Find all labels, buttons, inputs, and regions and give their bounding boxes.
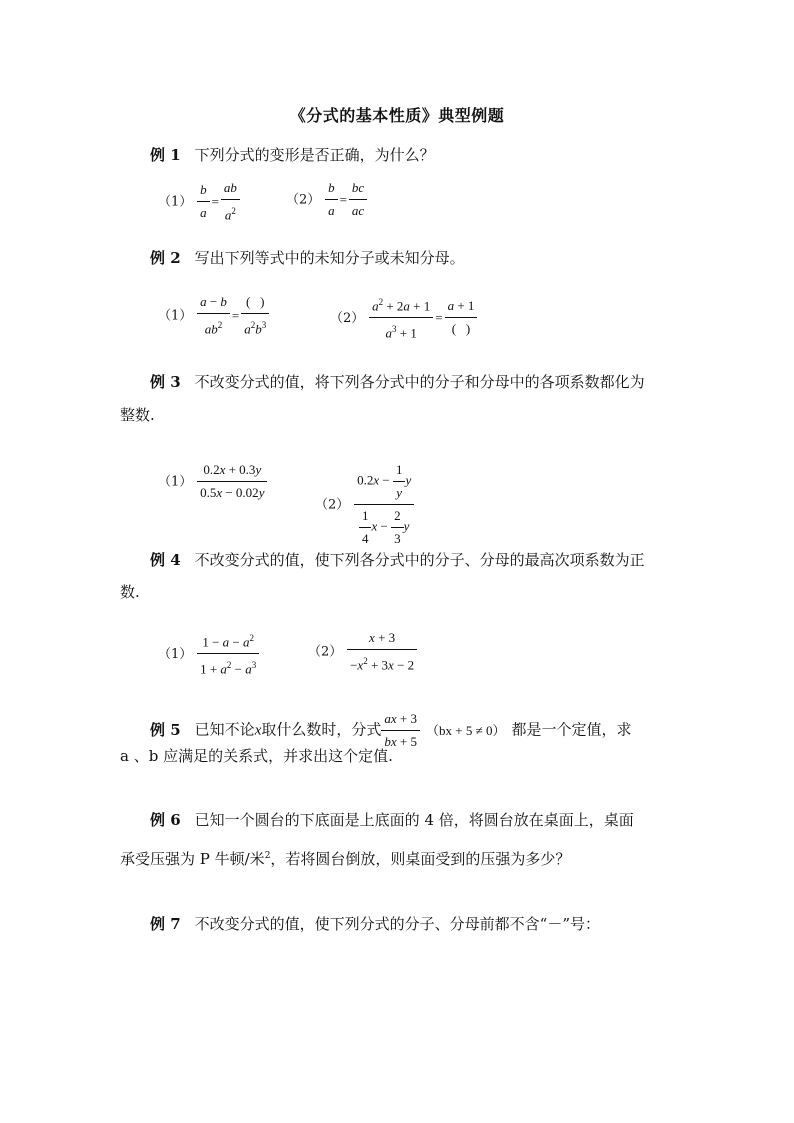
example-7-label: 例 7 <box>150 915 181 933</box>
example-6-line2 <box>120 846 570 869</box>
example-2-item-2: （2） $\frac{a^2 + 2a + 1}{a^3 + 1}$ = $\frac{a + 1}{( )}$ <box>330 292 477 344</box>
example-6-text: 已知一个圆台的下底面是上底面的 4 倍，将圆台放在桌面上，桌面 <box>194 811 634 829</box>
example-3-item-1 <box>158 460 267 503</box>
example-5-condition: （bx + 5 ≠ 0） <box>426 722 506 738</box>
formula-ax3-over-bx5: $\frac{ax + 3}{bx + 5}$ <box>381 709 420 752</box>
example-4-text: 不改变分式的值，使下列各分式中的分子、分母的最高次项系数为正 <box>194 551 645 569</box>
example-4-label: 例 4 <box>150 551 181 569</box>
formula-b-over-a: $\frac{b}{a}$ <box>197 180 210 223</box>
formula-x-plus-3-over-quadratic: $\frac{x + 3}{-x^2 + 3x - 2}$ <box>347 628 417 675</box>
example-1-item-2: （2） $\frac{b}{a}$ = $\frac{bc}{ac}$ <box>286 178 367 221</box>
formula-decimal-fraction: $\frac{0.2x + 0.3y}{0.5x - 0.02y}$ <box>197 460 267 503</box>
example-5-text-c: 都是一个定值，求 <box>511 720 632 739</box>
example-5-var-x: x <box>254 722 262 739</box>
item-label-1: （1） <box>158 474 193 490</box>
example-4-text-line2: 数. <box>120 583 140 601</box>
example-5-text-b: 取什么数时，分式 <box>261 720 382 739</box>
item-label-1: （1） <box>158 646 193 662</box>
example-7 <box>150 914 600 934</box>
formula-a2-2a-1-over-a3-1: $\frac{a^2 + 2a + 1}{a^3 + 1}$ <box>369 292 433 344</box>
example-2-text: 写出下列等式中的未知分子或未知分母。 <box>194 249 465 267</box>
item-label-2: （2） <box>286 192 321 208</box>
example-3 <box>150 372 645 392</box>
example-2-label: 例 2 <box>150 249 181 267</box>
example-4-item-1 <box>158 628 259 680</box>
example-6-line2-a: 承受压强为 P 牛顿/米 <box>120 850 265 868</box>
example-6-label: 例 6 <box>150 811 181 829</box>
example-3-text: 不改变分式的值，将下列各分式中的分子和分母中的各项系数都化为 <box>194 373 645 391</box>
example-4-item-2 <box>308 628 417 675</box>
formula-a-plus-1-over-blank: $\frac{a + 1}{( )}$ <box>445 296 478 339</box>
example-2 <box>150 248 465 268</box>
example-1-item-1: （1） $\frac{b}{a}$ = $\frac{ab}{a^2}$ <box>158 178 240 225</box>
formula-blank-over-a2b3: $\frac{( )}{a^2b^3}$ <box>241 292 269 339</box>
example-6-line2-b: ，若将圆台倒放，则桌面受到的压强为多少？ <box>270 850 571 868</box>
item-label-1: （1） <box>158 308 193 324</box>
formula-ab-over-a2: $\frac{ab}{a^2}$ <box>221 178 240 225</box>
example-4 <box>150 550 645 570</box>
formula-bc-over-ac: $\frac{bc}{ac}$ <box>349 178 367 221</box>
item-label-2: （2） <box>330 310 365 326</box>
example-5-label: 例 5 <box>150 720 181 739</box>
example-6-line2-sup: 2 <box>264 851 271 861</box>
formula-complex-fraction: 0.2x − $\frac{1}{y}$ y $\frac{1}{4}$ x − $\frac{2}{3}$ y <box>354 460 414 549</box>
item-label-2: （2） <box>315 497 350 513</box>
example-2-item-1: （1） $\frac{a - b}{ab^2}$ = $\frac{( )}{a^2b^3}$ <box>158 292 269 339</box>
example-5-text-a: 已知不论 <box>194 720 255 739</box>
formula-a-minus-b-over-ab2: $\frac{a - b}{ab^2}$ <box>197 292 230 339</box>
example-5-line2: a 、b 应满足的关系式，并求出这个定值. <box>120 747 393 765</box>
formula-b-over-a-2: $\frac{b}{a}$ <box>325 178 338 221</box>
formula-1-a-a2-over-1-a2-a3: $\frac{1 - a - a^2}{1 + a^2 - a^3}$ <box>197 628 259 680</box>
example-1-label: 例 1 <box>150 146 181 164</box>
page-title: 《分式的基本性质》典型例题 <box>289 106 505 125</box>
example-7-text: 不改变分式的值，使下列分式的分子、分母前都不含“－”号： <box>194 915 601 933</box>
example-3-item-2 <box>315 460 414 549</box>
example-6 <box>150 810 634 830</box>
example-1 <box>150 145 435 165</box>
example-1-text: 下列分式的变形是否正确，为什么？ <box>194 146 435 164</box>
example-3-text-line2: 整数. <box>120 406 155 424</box>
example-3-label: 例 3 <box>150 373 181 391</box>
item-label-2: （2） <box>308 644 343 660</box>
item-label-1: （1） <box>158 194 193 210</box>
